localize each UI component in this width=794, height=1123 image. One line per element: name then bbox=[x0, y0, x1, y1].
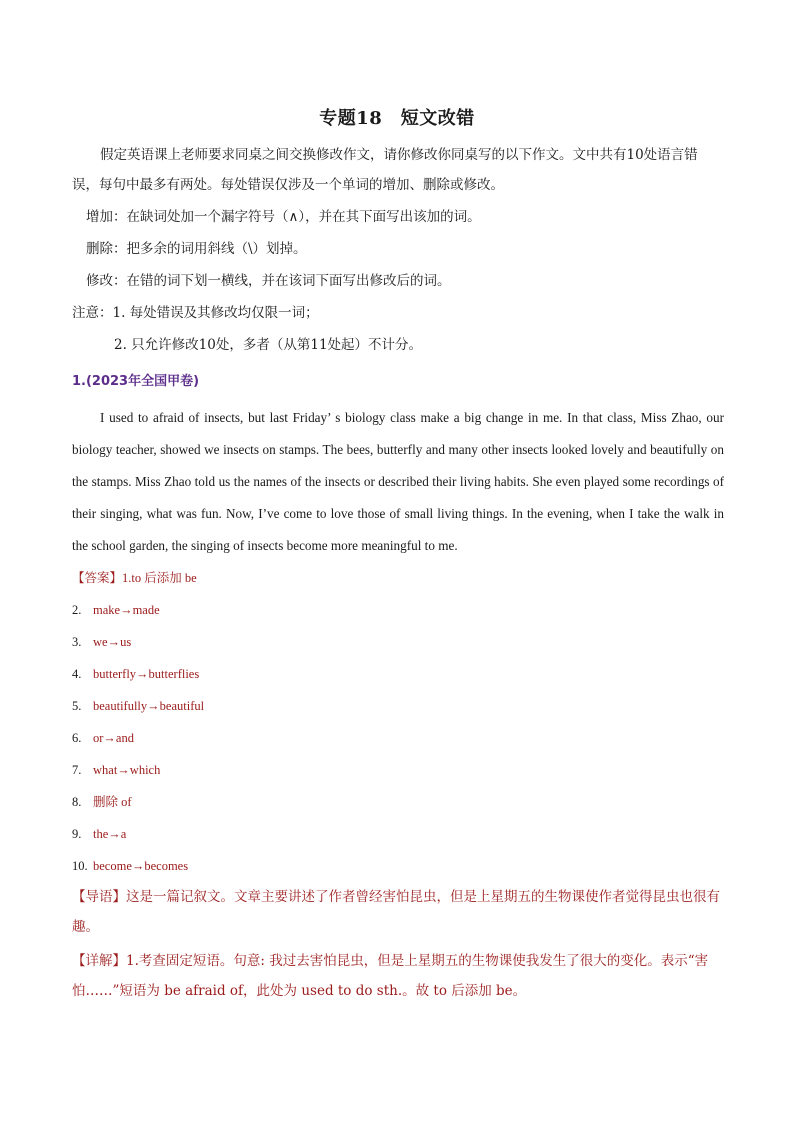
detail-label: 【详解】 bbox=[72, 953, 126, 969]
answer-item-1: 1.to 后添加 be bbox=[122, 571, 197, 585]
rule-modify: 修改：在错的词下划一横线，并在该词下面写出修改后的词。 bbox=[86, 273, 451, 289]
instructions-paragraph: 假定英语课上老师要求同桌之间交换修改作文，请你修改你同桌写的以下作文。文中共有10处语言错误，每句中最多有两处。每处错误仅涉及一个单词的增加、删除或修改。 bbox=[72, 147, 698, 193]
guide-label: 【导语】 bbox=[72, 889, 126, 905]
answer-item-number: 3. bbox=[72, 635, 82, 649]
answer-label: 【答案】 bbox=[72, 571, 123, 585]
detail-text: 1.考查固定短语。句意: 我过去害怕昆虫，但是上星期五的生物课使我发生了很大的变化。表示“害怕……”短语为 be afraid of，此处为 used to do sth.。故 to 后添加 be。 bbox=[72, 953, 709, 999]
answer-item bbox=[72, 664, 199, 684]
answer-item-text: butterfly→butterflies bbox=[93, 667, 200, 681]
answer-item-text: the→a bbox=[93, 827, 127, 841]
answer-item-text: we→us bbox=[93, 635, 132, 649]
question-passage: I used to afraid of insects, but last Friday’ s biology class make a big change in me. In that class, Miss Zhao, our biology teacher, showed we insects on stamps. The bees, butterfly and many other insects looked lovely and beautifully on the stamps. Miss Zhao told us the names of the insects or described their living habits. She even played some recordings of their singing, what was fun. Now, I’ve come to love those of small living things. In the evening, when I take the walk in the school garden, the singing of insects become more meaningful to me. bbox=[72, 410, 724, 553]
note-1: 注意：1. 每处错误及其修改均仅限一词； bbox=[72, 305, 319, 321]
guide-paragraph bbox=[72, 882, 724, 942]
answer-item bbox=[72, 760, 160, 780]
answer-item bbox=[72, 824, 126, 844]
page-title: 专题18 短文改错 bbox=[319, 108, 475, 129]
question-header: 1.(2023年全国甲卷) bbox=[72, 374, 200, 389]
answer-item bbox=[72, 696, 204, 716]
guide-text: 这是一篇记叙文。文章主要讲述了作者曾经害怕昆虫，但是上星期五的生物课使作者觉得昆虫也很有趣。 bbox=[72, 889, 720, 935]
answer-item bbox=[72, 856, 188, 876]
answer-item bbox=[72, 792, 132, 812]
answer-item-text: become→becomes bbox=[93, 859, 189, 873]
note-2: 2. 只允许修改10处，多者（从第11处起）不计分。 bbox=[114, 337, 423, 353]
rule-add: 增加：在缺词处加一个漏字符号（∧），并在其下面写出该加的词。 bbox=[86, 209, 481, 225]
answer-item-text: 删除 of bbox=[93, 795, 132, 809]
answer-item-text: what→which bbox=[93, 763, 161, 777]
answer-item-text: make→made bbox=[93, 603, 160, 617]
answer-item bbox=[72, 632, 131, 652]
answer-item-text: or→and bbox=[93, 731, 134, 745]
answer-item-text: beautifully→beautiful bbox=[93, 699, 205, 713]
answer-item-number: 9. bbox=[72, 827, 82, 841]
answer-first-line bbox=[72, 568, 197, 588]
answer-item-number: 2. bbox=[72, 603, 82, 617]
answer-item-number: 8. bbox=[72, 795, 82, 809]
rule-delete: 删除：把多余的词用斜线（\）划掉。 bbox=[86, 241, 307, 257]
answer-item bbox=[72, 728, 134, 748]
detail-paragraph bbox=[72, 946, 724, 1006]
answer-item-number: 7. bbox=[72, 763, 82, 777]
answer-item-number: 6. bbox=[72, 731, 82, 745]
answer-item-number: 5. bbox=[72, 699, 82, 713]
answer-item-number: 10. bbox=[72, 859, 88, 873]
answer-item-number: 4. bbox=[72, 667, 82, 681]
answer-item bbox=[72, 600, 160, 620]
